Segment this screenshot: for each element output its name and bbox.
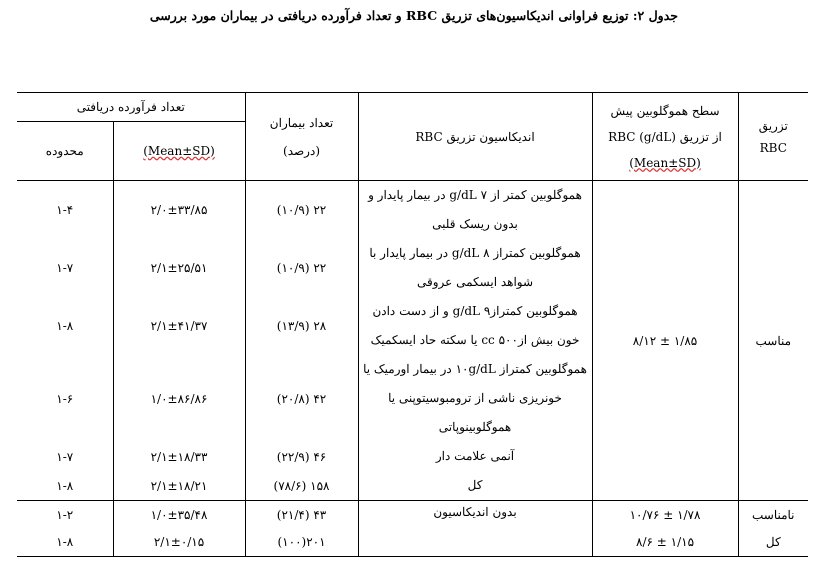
group-hb: ۸/۱۲ ± ۱/۸۵ [592, 181, 738, 501]
range-cell: ۱-۸ [56, 319, 74, 333]
range-cell: ۱-۷ [56, 449, 74, 464]
range-cell: ۱-۷ [56, 261, 74, 275]
table-row [17, 181, 808, 240]
indication-cell [358, 529, 592, 557]
header-indication: اندیکاسیون تزریق RBC [358, 93, 592, 181]
group-hb: ۸/۶ ± ۱/۱۵ [592, 529, 738, 557]
indication-cell: هموگلوبین کمتراز ۱۰g/dL در بیمار اورمیک یا خونریزی ناشی از ترومبوسیتوپنی یا هموگلوبینوپاتی [358, 355, 592, 442]
mean-sd-cell: ۱/۰±۳۵/۴۸ [113, 501, 245, 529]
group-label: نامناسب [738, 501, 808, 529]
mean-sd-cell: ۲/۱±۰/۱۵ [113, 529, 245, 557]
header-products-mean: (Mean±SD) [113, 122, 245, 181]
mean-sd-cell: ۲/۱±۲۵/۵۱ [113, 239, 245, 297]
indication-cell: هموگلوبین کمتراز۹ g/dL و از دست دادن خون بیش از۵۰۰ cc یا سکته حاد ایسکمیک [358, 297, 592, 355]
header-products-range: محدوده [17, 122, 113, 181]
range-cell: ۱-۶ [56, 391, 74, 406]
patients-cell: ۱۵۸ (۷۸/۶) [245, 471, 358, 501]
header-transfusion: تزریق RBC [738, 93, 808, 181]
mean-sd-cell: ۲/۱±۱۸/۳۳ [113, 442, 245, 471]
mean-sd-cell: ۲/۱±۱۸/۲۱ [113, 471, 245, 501]
mean-sd-cell: ۱/۰±۸۶/۸۶ [113, 355, 245, 442]
patients-cell: ۴۲ (۲۰/۸) [245, 355, 358, 442]
indication-cell: آنمی علامت دار [358, 442, 592, 471]
range-cell: ۱-۲ [56, 507, 74, 522]
patients-cell: ۲۲ (۱۰/۹) [245, 181, 358, 240]
group-label: کل [738, 529, 808, 557]
indication-cell: کل [358, 471, 592, 501]
mean-sd-cell: ۲/۰±۳۳/۸۵ [113, 181, 245, 240]
patients-cell: ۴۶ (۲۲/۹) [245, 442, 358, 471]
table-row [17, 529, 808, 557]
patients-cell: ۴۳ (۲۱/۴) [245, 501, 358, 529]
table-row [17, 501, 808, 529]
rbc-indications-table [17, 92, 808, 557]
header-pre-hb: سطح هموگلوبین پیش از تزریق RBC (g/dL) (Mean±SD) [592, 93, 738, 181]
patients-cell: ۲۲ (۱۰/۹) [245, 239, 358, 297]
header-patients: تعداد بیماران (درصد) [245, 93, 358, 181]
table-title: جدول ۲: توزیع فراوانی اندیکاسیون‌های تزریق RBC و تعداد فرآورده دریافتی در بیماران مورد بررسی [149, 8, 678, 23]
mean-sd-cell: ۲/۱±۴۱/۳۷ [113, 297, 245, 355]
indication-cell: بدون اندیکاسیون [358, 501, 592, 529]
group-hb: ۱۰/۷۶ ± ۱/۷۸ [592, 501, 738, 529]
group-label: مناسب [738, 181, 808, 501]
indication-cell: هموگلوبین کمتراز ۸ g/dL در بیمار پایدار با شواهد ایسکمی عروقی [358, 239, 592, 297]
patients-cell: ۲۸ (۱۳/۹) [245, 297, 358, 355]
header-products-group: تعداد فرآورده دریافتی [17, 93, 245, 122]
indication-cell: هموگلوبین کمتر از ۷ g/dL در بیمار پایدار و بدون ریسک قلبی [358, 181, 592, 240]
range-cell: ۱-۸ [56, 478, 74, 493]
range-cell: ۱-۴ [56, 203, 74, 217]
range-cell: ۱-۸ [56, 535, 74, 550]
patients-cell: ۲۰۱(۱۰۰) [245, 529, 358, 557]
